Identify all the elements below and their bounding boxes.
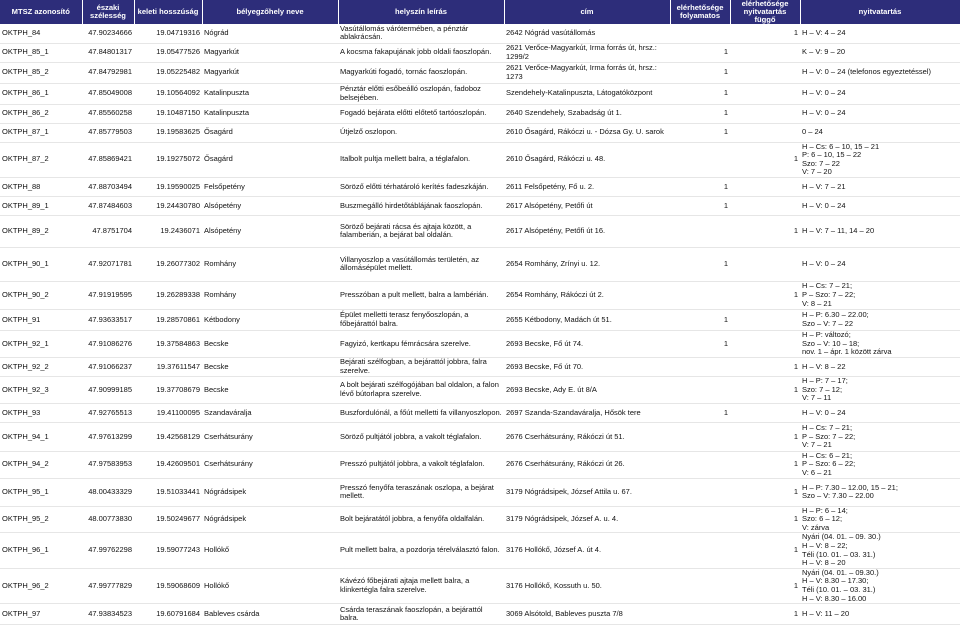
row-address: 2693 Becske, Ady E. út 8/A bbox=[504, 376, 670, 403]
row-opening-dependent-access bbox=[730, 330, 800, 357]
row-address: 2655 Kétbodony, Madách út 51. bbox=[504, 309, 670, 330]
row-opening-dependent-access bbox=[730, 123, 800, 142]
row-location-description: Presszóban a pult mellett, balra a lambérián. bbox=[338, 281, 504, 309]
row-continuous-access bbox=[670, 506, 730, 533]
row-stamp-location: Becske bbox=[202, 330, 338, 357]
row-opening-hours: H – V: 7 – 11, 14 – 20 bbox=[800, 215, 960, 247]
row-stamp-location: Felsőpetény bbox=[202, 177, 338, 196]
row-id: OKTPH_85_2 bbox=[0, 62, 82, 83]
row-opening-dependent-access: 1 bbox=[730, 24, 800, 43]
row-stamp-location: Romhány bbox=[202, 281, 338, 309]
row-id: OKTPH_97 bbox=[0, 604, 82, 625]
row-opening-hours: H – V: 4 – 24 bbox=[800, 24, 960, 43]
row-location-description: Épület melletti terasz fenyőoszlopán, a főbejárattól balra. bbox=[338, 309, 504, 330]
table-row bbox=[0, 478, 960, 506]
row-location-description: Kávézó főbejárati ajtaja mellett balra, a klinkertégla falra szerelve. bbox=[338, 568, 504, 603]
row-address: 2610 Ősagárd, Rákóczi u. - Dózsa Gy. U. sarok bbox=[504, 123, 670, 142]
table-row bbox=[0, 422, 960, 451]
row-latitude: 47.85049008 bbox=[82, 83, 134, 104]
row-longitude: 19.60791684 bbox=[134, 604, 202, 625]
row-opening-dependent-access: 1 bbox=[730, 281, 800, 309]
row-address: 2621 Verőce-Magyarkút, Irma forrás út, hrsz.: 1299/2 bbox=[504, 43, 670, 62]
row-stamp-location: Katalinpuszta bbox=[202, 104, 338, 123]
row-id: OKTPH_88 bbox=[0, 177, 82, 196]
row-location-description: Fogadó bejárata előtti előtető tartóoszlopán. bbox=[338, 104, 504, 123]
table-row bbox=[0, 451, 960, 478]
row-id: OKTPH_86_1 bbox=[0, 83, 82, 104]
row-latitude: 47.85869421 bbox=[82, 142, 134, 177]
row-continuous-access bbox=[670, 376, 730, 403]
row-id: OKTPH_89_1 bbox=[0, 196, 82, 215]
row-longitude: 19.19583625 bbox=[134, 123, 202, 142]
row-opening-dependent-access bbox=[730, 177, 800, 196]
row-continuous-access: 1 bbox=[670, 123, 730, 142]
row-id: OKTPH_90_2 bbox=[0, 281, 82, 309]
table-row bbox=[0, 177, 960, 196]
row-stamp-location: Cserhátsurány bbox=[202, 422, 338, 451]
row-address: 3069 Alsótold, Bableves puszta 7/8 bbox=[504, 604, 670, 625]
header-opening-dependent-access: elérhetősége nyitvatartás függő bbox=[730, 0, 800, 24]
row-longitude: 19.26077302 bbox=[134, 247, 202, 281]
row-location-description: Buszmegálló hirdetőtáblájának faoszlopán. bbox=[338, 196, 504, 215]
row-latitude: 47.93633517 bbox=[82, 309, 134, 330]
row-opening-dependent-access: 1 bbox=[730, 142, 800, 177]
row-location-description: Csárda teraszának faoszlopán, a bejárattól balra. bbox=[338, 604, 504, 625]
table-row bbox=[0, 309, 960, 330]
row-opening-dependent-access bbox=[730, 247, 800, 281]
row-continuous-access: 1 bbox=[670, 247, 730, 281]
row-stamp-location: Ősagárd bbox=[202, 142, 338, 177]
row-opening-dependent-access bbox=[730, 43, 800, 62]
row-address: 2621 Verőce-Magyarkút, Irma forrás út, hrsz.: 1273 bbox=[504, 62, 670, 83]
row-longitude: 19.04719316 bbox=[134, 24, 202, 43]
row-continuous-access bbox=[670, 422, 730, 451]
table-row bbox=[0, 281, 960, 309]
table-row bbox=[0, 330, 960, 357]
row-opening-hours: H – P: 7 – 17; Szo: 7 – 12; V: 7 – 11 bbox=[800, 376, 960, 403]
row-id: OKTPH_96_1 bbox=[0, 533, 82, 568]
row-opening-dependent-access: 1 bbox=[730, 451, 800, 478]
row-continuous-access: 1 bbox=[670, 330, 730, 357]
row-address: 2676 Cserhátsurány, Rákóczi út 26. bbox=[504, 451, 670, 478]
row-opening-dependent-access bbox=[730, 62, 800, 83]
row-location-description: A bolt bejárati szélfogójában bal oldalon, a falon lévő bútorlapra szerelve. bbox=[338, 376, 504, 403]
row-continuous-access: 1 bbox=[670, 177, 730, 196]
row-opening-dependent-access bbox=[730, 309, 800, 330]
row-opening-hours: H – V: 0 – 24 bbox=[800, 83, 960, 104]
table-row bbox=[0, 123, 960, 142]
table-row bbox=[0, 215, 960, 247]
row-id: OKTPH_93 bbox=[0, 403, 82, 422]
row-longitude: 19.2436071 bbox=[134, 215, 202, 247]
row-stamp-location: Katalinpuszta bbox=[202, 83, 338, 104]
header-address: cím bbox=[504, 0, 670, 24]
row-address: 2654 Romhány, Rákóczi út 2. bbox=[504, 281, 670, 309]
row-continuous-access bbox=[670, 604, 730, 625]
row-continuous-access: 1 bbox=[670, 83, 730, 104]
row-continuous-access: 1 bbox=[670, 309, 730, 330]
row-longitude: 19.05477526 bbox=[134, 43, 202, 62]
row-location-description: Fagyizó, kertkapu fémrácsára szerelve. bbox=[338, 330, 504, 357]
row-id: OKTPH_84 bbox=[0, 24, 82, 43]
row-stamp-location: Alsópetény bbox=[202, 196, 338, 215]
row-longitude: 19.19275072 bbox=[134, 142, 202, 177]
row-location-description: Bolt bejáratától jobbra, a fenyőfa oldalfalán. bbox=[338, 506, 504, 533]
row-address: 2697 Szanda-Szandaváralja, Hősök tere bbox=[504, 403, 670, 422]
row-opening-dependent-access: 1 bbox=[730, 376, 800, 403]
row-id: OKTPH_94_2 bbox=[0, 451, 82, 478]
row-stamp-location: Magyarkút bbox=[202, 62, 338, 83]
row-location-description: Buszfordulónál, a főút melletti fa villanyoszlopon. bbox=[338, 403, 504, 422]
row-id: OKTPH_96_2 bbox=[0, 568, 82, 603]
row-opening-dependent-access: 1 bbox=[730, 568, 800, 603]
row-longitude: 19.50249677 bbox=[134, 506, 202, 533]
row-id: OKTPH_95_1 bbox=[0, 478, 82, 506]
row-longitude: 19.19590025 bbox=[134, 177, 202, 196]
row-opening-dependent-access: 1 bbox=[730, 533, 800, 568]
row-continuous-access: 1 bbox=[670, 62, 730, 83]
header-opening-hours: nyitvatartás bbox=[800, 0, 960, 24]
row-opening-hours: H – V: 0 – 24 bbox=[800, 247, 960, 281]
row-continuous-access bbox=[670, 568, 730, 603]
row-stamp-location: Cserhátsurány bbox=[202, 451, 338, 478]
header-longitude: keleti hosszúság bbox=[134, 0, 202, 24]
row-longitude: 19.59077243 bbox=[134, 533, 202, 568]
row-opening-hours: H – Cs: 6 – 21; P – Szo: 6 – 22; V: 6 – 21 bbox=[800, 451, 960, 478]
row-opening-hours: H – Cs: 6 – 10, 15 – 21 P: 6 – 10, 15 – 22 Szo: 7 – 22 V: 7 – 20 bbox=[800, 142, 960, 177]
table-row bbox=[0, 376, 960, 403]
row-stamp-location: Nógrádsipek bbox=[202, 506, 338, 533]
table-row bbox=[0, 83, 960, 104]
row-longitude: 19.05225482 bbox=[134, 62, 202, 83]
row-id: OKTPH_92_1 bbox=[0, 330, 82, 357]
table-row bbox=[0, 403, 960, 422]
row-latitude: 47.84801317 bbox=[82, 43, 134, 62]
row-latitude: 47.99762298 bbox=[82, 533, 134, 568]
row-opening-hours: H – Cs: 7 – 21; P – Szo: 7 – 22; V: 8 – 21 bbox=[800, 281, 960, 309]
row-longitude: 19.41100095 bbox=[134, 403, 202, 422]
row-latitude: 47.85779503 bbox=[82, 123, 134, 142]
row-address: 3179 Nógrádsipek, József A. u. 4. bbox=[504, 506, 670, 533]
row-latitude: 47.91919595 bbox=[82, 281, 134, 309]
row-stamp-location: Becske bbox=[202, 376, 338, 403]
row-opening-hours: H – P: 6.30 – 22.00; Szo – V: 7 – 22 bbox=[800, 309, 960, 330]
row-address: 2693 Becske, Fő út 70. bbox=[504, 357, 670, 376]
row-address: 2640 Szendehely, Szabadság út 1. bbox=[504, 104, 670, 123]
table-row bbox=[0, 533, 960, 568]
row-continuous-access bbox=[670, 357, 730, 376]
row-address: 2617 Alsópetény, Petőfi út bbox=[504, 196, 670, 215]
row-opening-hours: H – V: 0 – 24 bbox=[800, 403, 960, 422]
row-location-description: Pénztár előtti esőbeálló oszlopán, fadoboz belsejében. bbox=[338, 83, 504, 104]
row-latitude: 48.00433329 bbox=[82, 478, 134, 506]
row-opening-hours: K – V: 9 – 20 bbox=[800, 43, 960, 62]
row-latitude: 47.87484603 bbox=[82, 196, 134, 215]
table-row bbox=[0, 142, 960, 177]
row-opening-dependent-access bbox=[730, 196, 800, 215]
row-address: 2611 Felsőpetény, Fő u. 2. bbox=[504, 177, 670, 196]
row-id: OKTPH_90_1 bbox=[0, 247, 82, 281]
row-opening-hours: 0 – 24 bbox=[800, 123, 960, 142]
row-location-description: Magyarkúti fogadó, tornác faoszlopán. bbox=[338, 62, 504, 83]
row-longitude: 19.10564092 bbox=[134, 83, 202, 104]
row-address: 2617 Alsópetény, Petőfi út 16. bbox=[504, 215, 670, 247]
row-location-description: Italbolt pultja mellett balra, a téglafalon. bbox=[338, 142, 504, 177]
row-id: OKTPH_86_2 bbox=[0, 104, 82, 123]
row-address: 2654 Romhány, Zrínyi u. 12. bbox=[504, 247, 670, 281]
row-address: 3179 Nógrádsipek, József Attila u. 67. bbox=[504, 478, 670, 506]
row-longitude: 19.42609501 bbox=[134, 451, 202, 478]
row-opening-hours: H – P: változó; Szo – V: 10 – 18; nov. 1 – ápr. 1 között zárva bbox=[800, 330, 960, 357]
row-continuous-access: 1 bbox=[670, 43, 730, 62]
row-latitude: 47.8751704 bbox=[82, 215, 134, 247]
row-opening-dependent-access: 1 bbox=[730, 506, 800, 533]
row-opening-dependent-access: 1 bbox=[730, 215, 800, 247]
row-opening-dependent-access bbox=[730, 403, 800, 422]
table-body bbox=[0, 24, 960, 625]
row-latitude: 47.88703494 bbox=[82, 177, 134, 196]
row-address: Szendehely-Katalinpuszta, Látogatóközpont bbox=[504, 83, 670, 104]
row-id: OKTPH_92_3 bbox=[0, 376, 82, 403]
row-continuous-access bbox=[670, 24, 730, 43]
table-row bbox=[0, 24, 960, 43]
header-latitude: északi szélesség bbox=[82, 0, 134, 24]
row-id: OKTPH_89_2 bbox=[0, 215, 82, 247]
row-longitude: 19.37708679 bbox=[134, 376, 202, 403]
row-stamp-location: Szandaváralja bbox=[202, 403, 338, 422]
row-opening-hours: Nyári (04. 01. – 09.30.) H – V: 8.30 – 17.30; Téli (10. 01. – 03. 31.) H – V: 8.30 – 16.00 bbox=[800, 568, 960, 603]
header-continuous-access: elérhetősége folyamatos bbox=[670, 0, 730, 24]
table-row bbox=[0, 196, 960, 215]
row-stamp-location: Nógrád bbox=[202, 24, 338, 43]
row-continuous-access bbox=[670, 215, 730, 247]
row-stamp-location: Hollókő bbox=[202, 533, 338, 568]
row-latitude: 47.91086276 bbox=[82, 330, 134, 357]
row-longitude: 19.37584863 bbox=[134, 330, 202, 357]
row-location-description: Söröző pultjától jobbra, a vakolt téglafalon. bbox=[338, 422, 504, 451]
row-longitude: 19.37611547 bbox=[134, 357, 202, 376]
row-longitude: 19.51033441 bbox=[134, 478, 202, 506]
table-row bbox=[0, 357, 960, 376]
table-row bbox=[0, 247, 960, 281]
row-opening-dependent-access: 1 bbox=[730, 478, 800, 506]
row-id: OKTPH_85_1 bbox=[0, 43, 82, 62]
row-location-description: Pult mellett balra, a pozdorja térelválasztó falon. bbox=[338, 533, 504, 568]
row-continuous-access: 1 bbox=[670, 196, 730, 215]
row-latitude: 48.00773830 bbox=[82, 506, 134, 533]
row-location-description: Villanyoszlop a vasútállomás területén, az állomásépület mellett. bbox=[338, 247, 504, 281]
table-row bbox=[0, 43, 960, 62]
row-opening-hours: H – V: 0 – 24 (telefonos egyeztetéssel) bbox=[800, 62, 960, 83]
row-address: 3176 Hollókő, József A. út 4. bbox=[504, 533, 670, 568]
header-location-description: helyszín leírás bbox=[338, 0, 504, 24]
row-opening-dependent-access bbox=[730, 83, 800, 104]
row-continuous-access bbox=[670, 533, 730, 568]
row-opening-hours: H – P: 6 – 14; Szo: 6 – 12; V: zárva bbox=[800, 506, 960, 533]
row-stamp-location: Kétbodony bbox=[202, 309, 338, 330]
table-row bbox=[0, 506, 960, 533]
row-continuous-access bbox=[670, 281, 730, 309]
row-continuous-access: 1 bbox=[670, 403, 730, 422]
row-opening-hours: H – V: 11 – 20 bbox=[800, 604, 960, 625]
row-opening-hours: H – V: 0 – 24 bbox=[800, 104, 960, 123]
row-location-description: Söröző bejárati rácsa és ajtaja között, a falamberián, a bejárat bal oldalán. bbox=[338, 215, 504, 247]
row-opening-dependent-access: 1 bbox=[730, 604, 800, 625]
row-location-description: Presszó pultjától jobbra, a vakolt téglafalon. bbox=[338, 451, 504, 478]
row-longitude: 19.26289338 bbox=[134, 281, 202, 309]
row-location-description: Vasútállomás várótermében, a pénztár ablakrácsán. bbox=[338, 24, 504, 43]
row-id: OKTPH_87_1 bbox=[0, 123, 82, 142]
row-latitude: 47.97613299 bbox=[82, 422, 134, 451]
row-opening-dependent-access: 1 bbox=[730, 422, 800, 451]
row-address: 3176 Hollókő, Kossuth u. 50. bbox=[504, 568, 670, 603]
row-id: OKTPH_95_2 bbox=[0, 506, 82, 533]
header-stamp-location: bélyegzőhely neve bbox=[202, 0, 338, 24]
row-stamp-location: Bableves csárda bbox=[202, 604, 338, 625]
row-stamp-location: Hollókő bbox=[202, 568, 338, 603]
row-stamp-location: Nógrádsipek bbox=[202, 478, 338, 506]
row-stamp-location: Alsópetény bbox=[202, 215, 338, 247]
row-latitude: 47.92765513 bbox=[82, 403, 134, 422]
row-stamp-location: Becske bbox=[202, 357, 338, 376]
row-opening-hours: Nyári (04. 01. – 09. 30.) H – V: 8 – 22; Téli (10. 01. – 03. 31.) H – V: 8 – 20 bbox=[800, 533, 960, 568]
row-location-description: A kocsma fakapujának jobb oldali faoszlopán. bbox=[338, 43, 504, 62]
row-opening-hours: H – V: 7 – 21 bbox=[800, 177, 960, 196]
table-header-row bbox=[0, 0, 960, 24]
row-longitude: 19.24430780 bbox=[134, 196, 202, 215]
row-location-description: Presszó fenyőfa teraszának oszlopa, a bejárat mellett. bbox=[338, 478, 504, 506]
row-opening-hours: H – P: 7.30 – 12.00, 15 – 21; Szo – V: 7.30 – 22.00 bbox=[800, 478, 960, 506]
row-id: OKTPH_91 bbox=[0, 309, 82, 330]
table-row bbox=[0, 568, 960, 603]
row-continuous-access bbox=[670, 451, 730, 478]
row-stamp-location: Magyarkút bbox=[202, 43, 338, 62]
row-longitude: 19.59068609 bbox=[134, 568, 202, 603]
row-opening-dependent-access bbox=[730, 104, 800, 123]
table-row bbox=[0, 604, 960, 625]
row-latitude: 47.91066237 bbox=[82, 357, 134, 376]
row-address: 2642 Nógrád vasútállomás bbox=[504, 24, 670, 43]
row-id: OKTPH_94_1 bbox=[0, 422, 82, 451]
row-longitude: 19.28570861 bbox=[134, 309, 202, 330]
row-latitude: 47.97583953 bbox=[82, 451, 134, 478]
row-latitude: 47.99777829 bbox=[82, 568, 134, 603]
row-location-description: Söröző előtti térhatároló kerítés fadeszkáján. bbox=[338, 177, 504, 196]
row-stamp-location: Ősagárd bbox=[202, 123, 338, 142]
row-location-description: Bejárati szélfogban, a bejárattól jobbra, falra szerelve. bbox=[338, 357, 504, 376]
row-address: 2610 Ősagárd, Rákóczi u. 48. bbox=[504, 142, 670, 177]
row-continuous-access bbox=[670, 478, 730, 506]
row-id: OKTPH_87_2 bbox=[0, 142, 82, 177]
row-latitude: 47.92071781 bbox=[82, 247, 134, 281]
row-opening-hours: H – V: 0 – 24 bbox=[800, 196, 960, 215]
row-continuous-access bbox=[670, 142, 730, 177]
row-continuous-access: 1 bbox=[670, 104, 730, 123]
row-latitude: 47.90234666 bbox=[82, 24, 134, 43]
row-opening-hours: H – V: 8 – 22 bbox=[800, 357, 960, 376]
row-latitude: 47.84792981 bbox=[82, 62, 134, 83]
row-address: 2693 Becske, Fő út 74. bbox=[504, 330, 670, 357]
row-opening-dependent-access: 1 bbox=[730, 357, 800, 376]
row-latitude: 47.85560258 bbox=[82, 104, 134, 123]
row-address: 2676 Cserhátsurány, Rákóczi út 51. bbox=[504, 422, 670, 451]
row-latitude: 47.93834523 bbox=[82, 604, 134, 625]
row-longitude: 19.42568129 bbox=[134, 422, 202, 451]
row-id: OKTPH_92_2 bbox=[0, 357, 82, 376]
header-id: MTSZ azonosító bbox=[0, 0, 82, 24]
row-opening-hours: H – Cs: 7 – 21; P – Szo: 7 – 22; V: 7 – 21 bbox=[800, 422, 960, 451]
table-row bbox=[0, 104, 960, 123]
row-stamp-location: Romhány bbox=[202, 247, 338, 281]
row-latitude: 47.90999185 bbox=[82, 376, 134, 403]
table-row bbox=[0, 62, 960, 83]
row-location-description: Útjelző oszlopon. bbox=[338, 123, 504, 142]
row-longitude: 19.10487150 bbox=[134, 104, 202, 123]
